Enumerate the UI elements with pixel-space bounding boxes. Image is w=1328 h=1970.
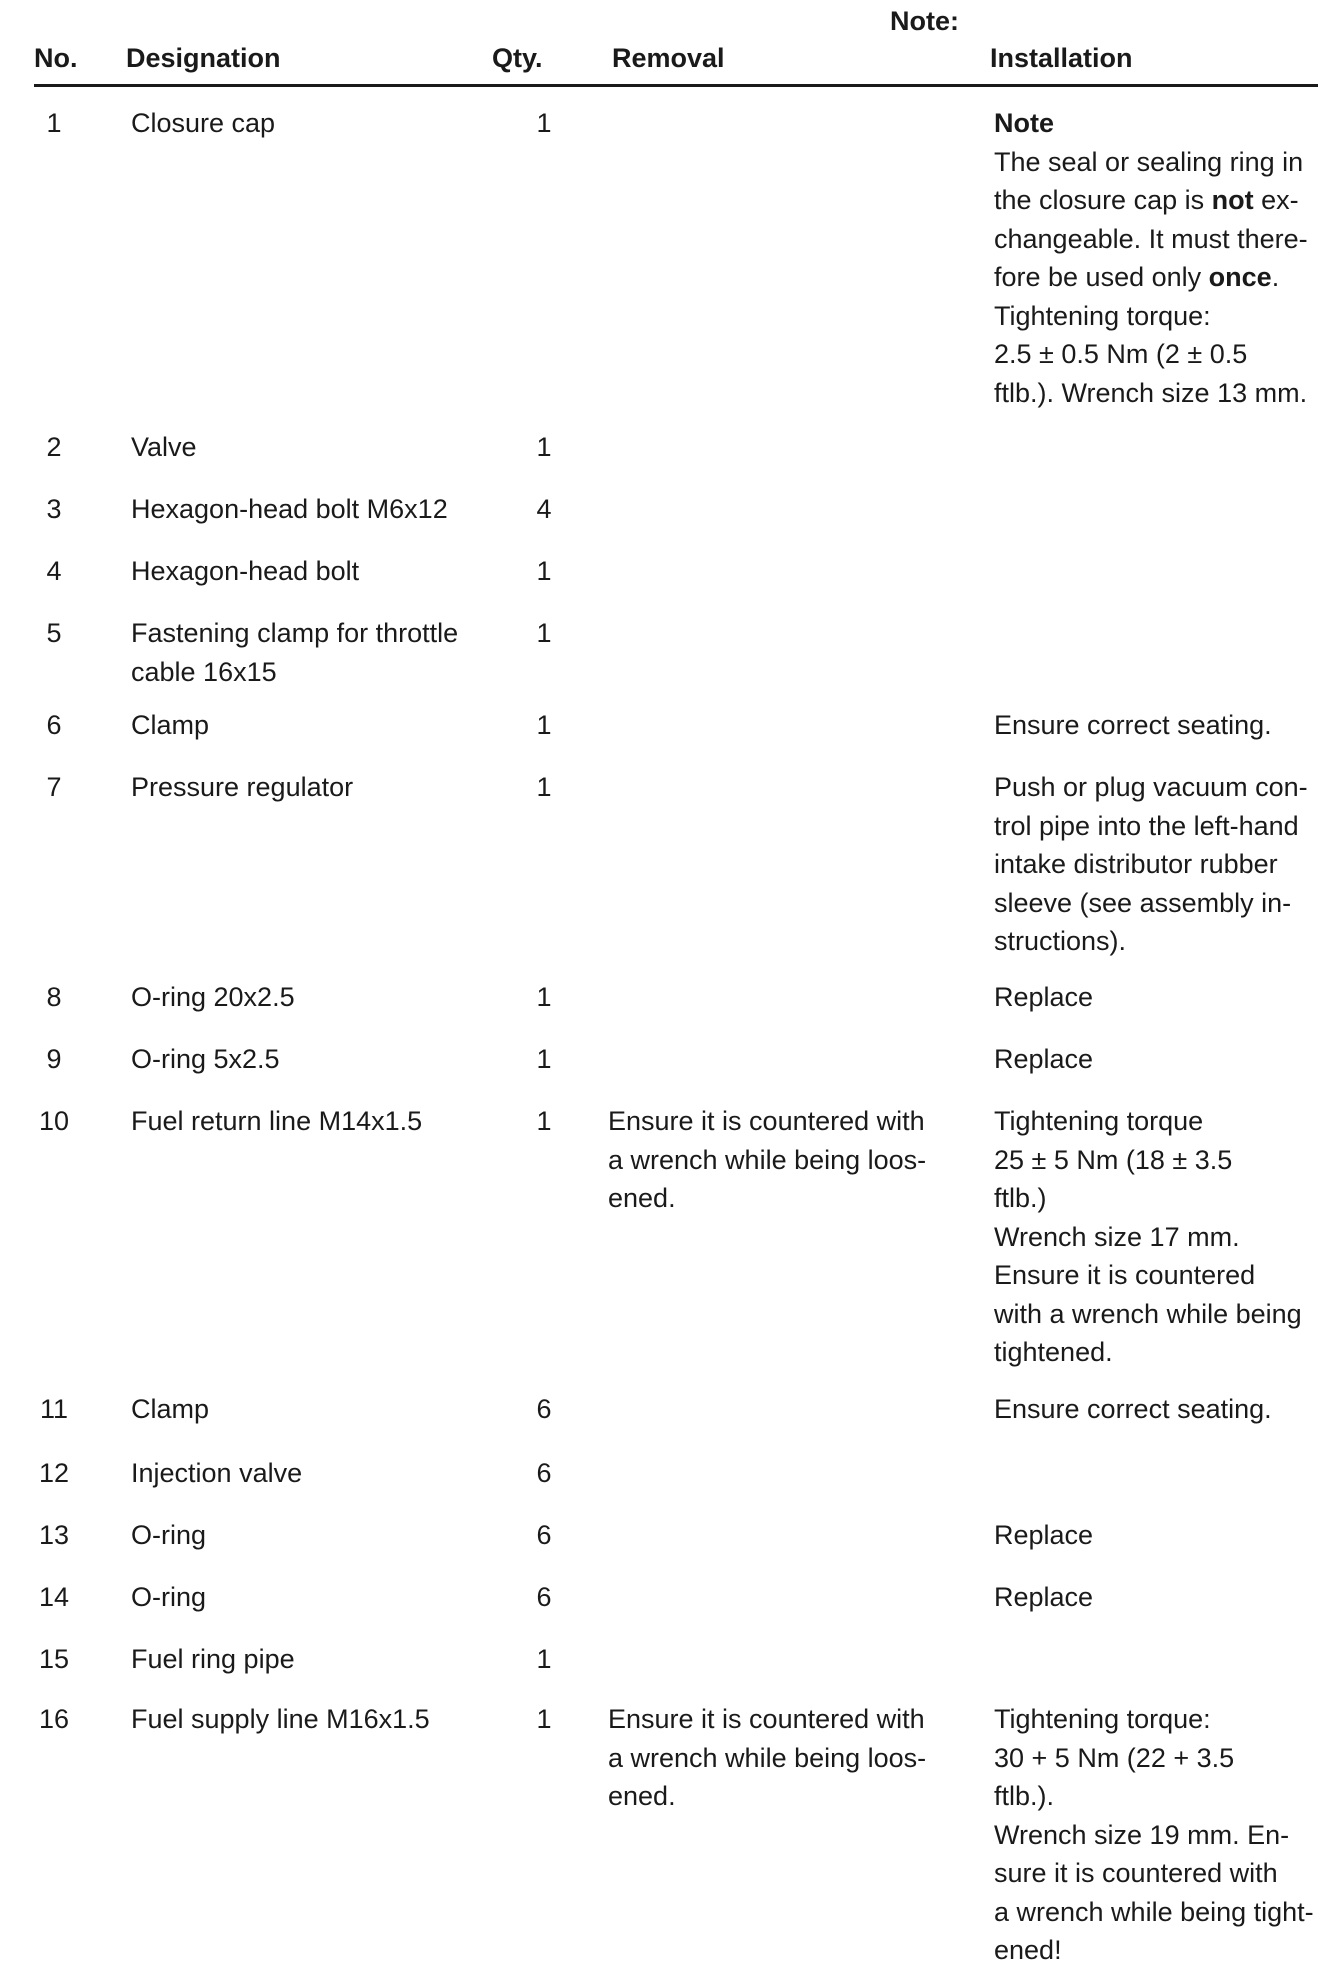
row-installation: Ensure correct seating. — [994, 710, 1272, 740]
installation-line: Wrench size 17 mm. — [994, 1221, 1240, 1252]
row-number: 6 — [46, 710, 62, 740]
row-installation — [994, 768, 1314, 961]
column-header-no: No. — [34, 43, 78, 73]
row-installation: Replace — [994, 1520, 1094, 1550]
row-quantity: 1 — [536, 772, 552, 802]
note-column-label: Note: — [890, 6, 959, 36]
row-installation — [994, 1700, 1314, 1970]
removal-line: a wrench while being loos- — [608, 1742, 927, 1773]
row-quantity: 1 — [536, 982, 552, 1012]
row-number: 3 — [46, 494, 62, 524]
removal-line: a wrench while being loos- — [608, 1144, 927, 1175]
row-number: 1 — [46, 108, 62, 138]
removal-line: ened. — [608, 1183, 676, 1213]
installation-line: ftlb.). Wrench size 13 mm. — [994, 377, 1308, 408]
row-designation: Fuel supply line M16x1.5 — [131, 1704, 430, 1734]
row-quantity: 4 — [536, 494, 552, 524]
row-designation: Injection valve — [131, 1458, 303, 1488]
installation-line: 25 ± 5 Nm (18 ± 3.5 — [994, 1144, 1233, 1175]
row-quantity: 1 — [536, 108, 552, 138]
installation-line: ftlb.). — [994, 1781, 1055, 1811]
row-installation: Replace — [994, 982, 1094, 1012]
row-number: 9 — [46, 1044, 62, 1074]
row-designation: Fuel return line M14x1.5 — [131, 1106, 423, 1136]
row-installation: Replace — [994, 1582, 1094, 1612]
column-header-designation: Designation — [126, 43, 281, 73]
row-designation — [131, 614, 511, 691]
row-designation: O-ring 5x2.5 — [131, 1044, 280, 1074]
installation-line: tightened. — [994, 1337, 1113, 1367]
row-designation: O-ring — [131, 1520, 207, 1550]
row-quantity: 1 — [536, 556, 552, 586]
row-number: 5 — [46, 618, 62, 648]
row-designation: Closure cap — [131, 108, 276, 138]
installation-line: Tightening torque — [994, 1106, 1204, 1136]
installation-line: Tightening torque: — [994, 1704, 1211, 1734]
removal-line: ened. — [608, 1781, 676, 1811]
row-number: 11 — [39, 1394, 69, 1424]
installation-line: trol pipe into the left-hand — [994, 810, 1299, 841]
removal-line: Ensure it is countered with — [608, 1106, 925, 1136]
row-designation: Pressure regulator — [131, 772, 354, 802]
row-removal — [608, 1700, 958, 1816]
installation-line: fore be used only once. — [994, 262, 1280, 292]
installation-line: Push or plug vacuum con- — [994, 772, 1308, 802]
row-number: 12 — [38, 1458, 70, 1488]
row-quantity: 6 — [536, 1458, 552, 1488]
row-designation: O-ring 20x2.5 — [131, 982, 295, 1012]
installation-line: structions). — [994, 926, 1127, 956]
installation-line: changeable. It must there- — [994, 223, 1308, 254]
column-header-qty: Qty. — [492, 43, 543, 73]
row-installation — [994, 1102, 1314, 1372]
installation-line: sure it is countered with — [994, 1858, 1278, 1888]
installation-line: a wrench while being tight- — [994, 1896, 1314, 1927]
installation-line: 30 + 5 Nm (22 + 3.5 — [994, 1742, 1235, 1773]
row-quantity: 1 — [536, 710, 552, 740]
row-quantity: 1 — [536, 432, 552, 462]
row-quantity: 6 — [536, 1394, 552, 1424]
installation-line: ftlb.) — [994, 1183, 1047, 1213]
row-quantity: 6 — [536, 1582, 552, 1612]
installation-line: Ensure it is countered — [994, 1260, 1256, 1290]
row-installation: Replace — [994, 1044, 1094, 1074]
row-number: 13 — [38, 1520, 70, 1550]
installation-line: ened! — [994, 1935, 1062, 1965]
row-quantity: 1 — [536, 1106, 552, 1136]
row-designation: Valve — [131, 432, 197, 462]
table-header — [34, 40, 1318, 87]
row-designation: Hexagon-head bolt — [131, 556, 360, 586]
installation-line: Tightening torque: — [994, 300, 1211, 331]
column-header-installation: Installation — [990, 43, 1133, 73]
installation-note-heading: Note — [994, 108, 1054, 138]
installation-line: Wrench size 19 mm. En- — [994, 1819, 1290, 1850]
installation-line: with a wrench while being — [994, 1298, 1302, 1329]
designation-line: cable 16x15 — [131, 656, 277, 687]
installation-line: sleeve (see assembly in- — [994, 887, 1292, 918]
row-number: 2 — [46, 432, 62, 462]
row-number: 4 — [46, 556, 62, 586]
row-number: 7 — [46, 772, 62, 802]
row-designation: O-ring — [131, 1582, 207, 1612]
installation-line: 2.5 ± 0.5 Nm (2 ± 0.5 — [994, 339, 1248, 369]
row-quantity: 1 — [536, 618, 552, 648]
row-quantity: 1 — [536, 1704, 552, 1734]
row-designation: Hexagon-head bolt M6x12 — [131, 494, 448, 524]
column-header-removal: Removal — [612, 43, 725, 73]
row-number: 16 — [38, 1704, 70, 1734]
installation-line: The seal or sealing ring in — [994, 146, 1304, 177]
row-designation: Clamp — [131, 710, 210, 740]
row-number: 8 — [46, 982, 62, 1012]
row-number: 10 — [38, 1106, 70, 1136]
row-number: 14 — [38, 1582, 70, 1612]
installation-line: intake distributor rubber — [994, 849, 1278, 879]
row-designation: Fuel ring pipe — [131, 1644, 295, 1674]
row-quantity: 1 — [536, 1644, 552, 1674]
row-designation: Clamp — [131, 1394, 210, 1424]
removal-line: Ensure it is countered with — [608, 1704, 925, 1734]
row-quantity: 6 — [536, 1520, 552, 1550]
row-installation: Ensure correct seating. — [994, 1394, 1272, 1424]
row-number: 15 — [38, 1644, 70, 1674]
row-removal — [608, 1102, 958, 1218]
installation-line: the closure cap is not ex- — [994, 185, 1299, 215]
designation-line: Fastening clamp for throttle — [131, 618, 459, 648]
row-installation — [994, 104, 1314, 412]
row-quantity: 1 — [536, 1044, 552, 1074]
